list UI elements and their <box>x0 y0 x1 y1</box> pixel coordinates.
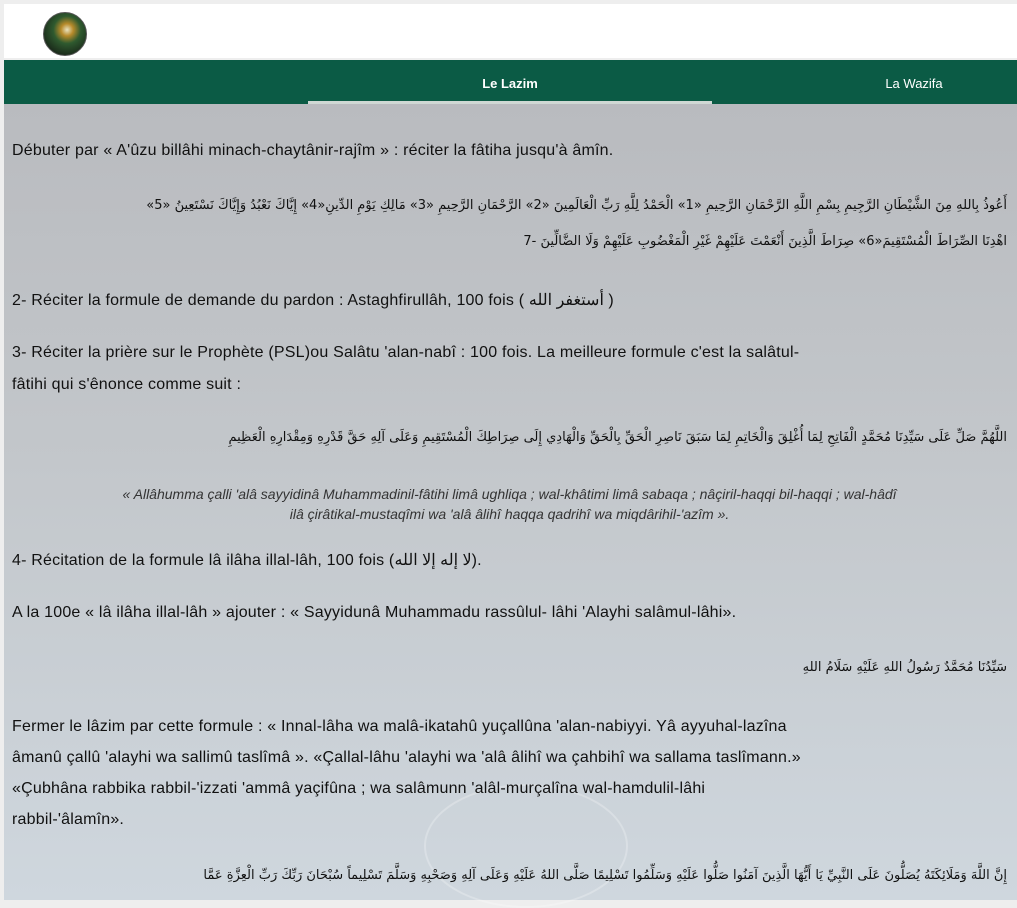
intro-text: Débuter par « A'ûzu billâhi minach-chaytânir-rajîm » : réciter la fâtiha jusqu'à âmîn. <box>12 142 614 159</box>
step-3-text-line1: 3- Réciter la prière sur le Prophète (PSL)ou Salâtu 'alan-nabî : 100 fois. La meilleure formule c'est la salâtul- <box>12 344 800 361</box>
logo[interactable] <box>43 12 87 56</box>
closing-line4: rabbil-'âlamîn». <box>12 811 125 828</box>
step-100-text: A la 100e « lâ ilâha illal-lâh » ajouter : « Sayyidunâ Muhammadu rassûlul- lâhi 'Alayhi salâmul-lâhi». <box>12 604 737 621</box>
salat-fatih-translit-1: « Allâhumma çalli 'alâ sayyidinâ Muhammadinil-fâtihi limâ ughliqa ; wal-khâtimi limâ sabaqa ; nâçiril-haqqi bil-haqqi ; wal-hâdî <box>122 486 897 502</box>
step-4-text: 4- Récitation de la formule lâ ilâha illal-lâh, 100 fois (لا إله إلا الله). <box>12 552 482 569</box>
salat-fatih-arabic: اللَّهُمَّ صَلِّ عَلَى سَيِّدِنَا مُحَمَّدٍ الْفَاتِحِ لِمَا أُغْلِقَ وَالْخَاتِمِ لِمَا سَبَقَ نَاصِرِ الْحَقِّ بِالْحَقِّ وَالْهَادِي إِلَى صِرَاطِكَ الْمُسْتَقِيمِ وَعَلَى آلِهِ حَقَّ قَدْرِهِ وَمِقْدَارِهِ الْعَظِيمِ <box>228 430 1007 445</box>
fatiha-arabic-line2: اهْدِنَا الصِّرَاطَ الْمُسْتَقِيمَ«6» صِرَاطَ الَّذِينَ أَنْعَمْتَ عَلَيْهِمْ غَيْرِ الْمَغْضُوبِ عَلَيْهِمْ وَلَا الضَّالِّينَ -7 <box>523 234 1007 249</box>
content-area <box>4 104 1017 900</box>
header <box>4 4 1017 58</box>
watermark <box>424 784 628 908</box>
fatiha-arabic-line1: أَعُوذُ بِاللهِ مِنَ الشَّيْطَانِ الرَّجِيمِ بِسْمِ اللَّهِ الرَّحْمَانِ الرَّحِيمِ «1» الْحَمْدُ لِلَّهِ رَبِّ الْعَالَمِينَ «2» الرَّحْمَانِ الرَّحِيمِ «3» مَالِكِ يَوْمِ الدِّينِ«4» إِيَّاكَ نَعْبُدُ وَإِيَّاكَ نَسْتَعِينُ «5» <box>146 198 1007 213</box>
closing-line3: «Çubhâna rabbika rabbil-'izzati 'ammâ yaçifûna ; wa salâmunn 'alâl-murçalîna wal-hamdulil-lâhi <box>12 780 706 797</box>
nav-bar <box>4 60 1017 104</box>
closing-line1: Fermer le lâzim par cette formule : « Innal-lâha wa malâ-ikatahû yuçallûna 'alan-nabiyyi. Yâ ayyuhal-lazîna <box>12 718 787 735</box>
tab-la-wazifa[interactable]: La Wazifa <box>885 76 943 91</box>
closing-line2: âmanû çallû 'alayhi wa sallimû taslîmâ ». «Çallal-lâhu 'alayhi wa 'alâ âlihî wa çahbihî wa sallama taslîmann.» <box>12 749 801 766</box>
salat-fatih-translit-2: ilâ çirâtikal-mustaqîmi wa 'alâ âlihî haqqa qadrihî wa miqdârihil-'azîm ». <box>289 506 730 522</box>
sayyiduna-arabic: سَيِّدُنَا مُحَمَّدٌ رَسُولُ اللهِ عَلَيْهِ سَلَامُ اللهِ <box>802 660 1007 675</box>
step-3-text-line2: fâtihi qui s'ênonce comme suit : <box>12 376 242 393</box>
closing-arabic: إِنَّ اللَّهَ وَمَلَائِكَتَهُ يُصَلُّونَ عَلَى النَّبِيِّ يَا أَيُّهَا الَّذِينَ آمَنُوا صَلُّوا عَلَيْهِ وَسَلِّمُوا تَسْلِيمًا صَلَّى اللهُ عَلَيْهِ وَعَلَى آلِهِ وَصَحْبِهِ وَسَلَّمَ تَسْلِيماً سُبْحَانَ رَبِّكَ رَبِّ الْعِزَّةِ عَمَّا <box>203 868 1007 883</box>
tab-le-lazim[interactable]: Le Lazim <box>308 60 712 104</box>
step-2-text: 2- Réciter la formule de demande du pardon : Astaghfirullâh, 100 fois ( أستغفر الله ) <box>12 292 614 309</box>
